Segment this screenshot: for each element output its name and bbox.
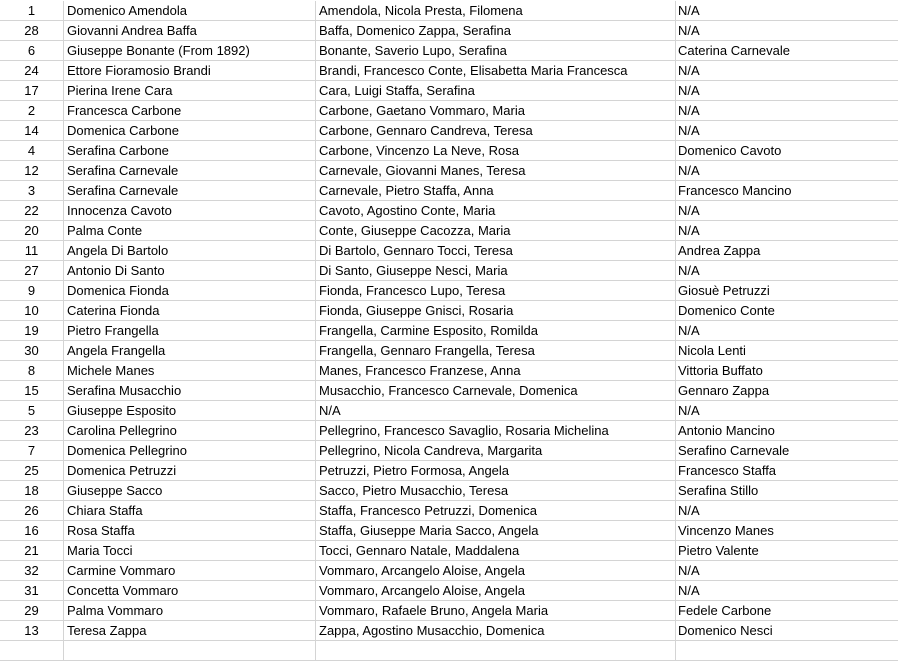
cell-name[interactable]: Giuseppe Bonante (From 1892) [64, 41, 316, 61]
cell-name[interactable]: Serafina Carnevale [64, 161, 316, 181]
cell-id[interactable] [0, 641, 64, 661]
cell-name[interactable]: Ettore Fioramosio Brandi [64, 61, 316, 81]
cell-parents[interactable]: Baffa, Domenico Zappa, Serafina [316, 21, 676, 41]
table-row [0, 101, 898, 121]
cell-name[interactable]: Angela Di Bartolo [64, 241, 316, 261]
cell-parents[interactable]: Carnevale, Pietro Staffa, Anna [316, 181, 676, 201]
cell-name[interactable]: Antonio Di Santo [64, 261, 316, 281]
table-row [0, 381, 898, 401]
table-row [0, 581, 898, 601]
cell-parents[interactable] [316, 641, 676, 661]
cell-parents[interactable]: Di Bartolo, Gennaro Tocci, Teresa [316, 241, 676, 261]
table-row [0, 81, 898, 101]
cell-name[interactable]: Innocenza Cavoto [64, 201, 316, 221]
table-row [0, 641, 898, 661]
cell-spouse[interactable]: Serafina Stillo [676, 481, 898, 501]
table-row [0, 521, 898, 541]
cell-name[interactable]: Domenico Amendola [64, 1, 316, 21]
cell-parents[interactable]: Frangella, Carmine Esposito, Romilda [316, 321, 676, 341]
table-row [0, 601, 898, 621]
cell-id[interactable]: 21 [0, 541, 64, 561]
cell-name[interactable]: Concetta Vommaro [64, 581, 316, 601]
cell-id[interactable]: 3 [0, 181, 64, 201]
cell-id[interactable]: 15 [0, 381, 64, 401]
cell-id[interactable]: 4 [0, 141, 64, 161]
cell-spouse[interactable]: N/A [676, 501, 898, 521]
table-row [0, 21, 898, 41]
cell-spouse[interactable]: Andrea Zappa [676, 241, 898, 261]
cell-name[interactable]: Giovanni Andrea Baffa [64, 21, 316, 41]
table-row [0, 361, 898, 381]
cell-name[interactable]: Rosa Staffa [64, 521, 316, 541]
cell-name[interactable]: Chiara Staffa [64, 501, 316, 521]
cell-id[interactable]: 14 [0, 121, 64, 141]
cell-spouse[interactable]: N/A [676, 221, 898, 241]
cell-spouse[interactable]: N/A [676, 321, 898, 341]
cell-spouse[interactable]: Pietro Valente [676, 541, 898, 561]
cell-name[interactable]: Domenica Fionda [64, 281, 316, 301]
cell-parents[interactable]: Pellegrino, Francesco Savaglio, Rosaria Michelina [316, 421, 676, 441]
table-row [0, 461, 898, 481]
cell-parents[interactable]: Sacco, Pietro Musacchio, Teresa [316, 481, 676, 501]
cell-spouse[interactable]: N/A [676, 21, 898, 41]
cell-spouse[interactable]: N/A [676, 261, 898, 281]
cell-spouse[interactable]: Gennaro Zappa [676, 381, 898, 401]
cell-id[interactable]: 17 [0, 81, 64, 101]
cell-spouse[interactable]: Domenico Cavoto [676, 141, 898, 161]
table-row [0, 241, 898, 261]
table-row [0, 481, 898, 501]
cell-parents[interactable]: Pellegrino, Nicola Candreva, Margarita [316, 441, 676, 461]
cell-name[interactable]: Palma Vommaro [64, 601, 316, 621]
table-row [0, 261, 898, 281]
cell-name[interactable]: Teresa Zappa [64, 621, 316, 641]
table-row [0, 161, 898, 181]
cell-parents[interactable]: Frangella, Gennaro Frangella, Teresa [316, 341, 676, 361]
cell-parents[interactable]: Manes, Francesco Franzese, Anna [316, 361, 676, 381]
cell-name[interactable]: Carolina Pellegrino [64, 421, 316, 441]
cell-parents[interactable]: Cara, Luigi Staffa, Serafina [316, 81, 676, 101]
table-row [0, 541, 898, 561]
table-row [0, 1, 898, 21]
cell-spouse[interactable]: N/A [676, 1, 898, 21]
cell-spouse[interactable]: Nicola Lenti [676, 341, 898, 361]
cell-name[interactable]: Domenica Pellegrino [64, 441, 316, 461]
table-row [0, 341, 898, 361]
cell-name[interactable]: Maria Tocci [64, 541, 316, 561]
cell-parents[interactable]: Conte, Giuseppe Cacozza, Maria [316, 221, 676, 241]
table-row [0, 141, 898, 161]
cell-spouse[interactable]: N/A [676, 561, 898, 581]
table-row [0, 61, 898, 81]
cell-parents[interactable]: Vommaro, Rafaele Bruno, Angela Maria [316, 601, 676, 621]
cell-spouse[interactable]: Domenico Conte [676, 301, 898, 321]
cell-name[interactable]: Caterina Fionda [64, 301, 316, 321]
cell-parents[interactable]: Carbone, Gaetano Vommaro, Maria [316, 101, 676, 121]
cell-parents[interactable]: Musacchio, Francesco Carnevale, Domenica [316, 381, 676, 401]
cell-spouse[interactable]: Vittoria Buffato [676, 361, 898, 381]
cell-id[interactable]: 23 [0, 421, 64, 441]
cell-spouse[interactable]: Antonio Mancino [676, 421, 898, 441]
cell-parents[interactable]: Brandi, Francesco Conte, Elisabetta Maria Francesca [316, 61, 676, 81]
table-row [0, 301, 898, 321]
cell-parents[interactable]: Petruzzi, Pietro Formosa, Angela [316, 461, 676, 481]
cell-name[interactable]: Domenica Petruzzi [64, 461, 316, 481]
cell-id[interactable]: 6 [0, 41, 64, 61]
cell-name[interactable]: Pierina Irene Cara [64, 81, 316, 101]
cell-id[interactable]: 12 [0, 161, 64, 181]
cell-name[interactable]: Giuseppe Esposito [64, 401, 316, 421]
cell-id[interactable]: 24 [0, 61, 64, 81]
cell-id[interactable]: 26 [0, 501, 64, 521]
cell-name[interactable]: Giuseppe Sacco [64, 481, 316, 501]
cell-id[interactable]: 30 [0, 341, 64, 361]
cell-spouse[interactable]: Fedele Carbone [676, 601, 898, 621]
cell-spouse[interactable]: N/A [676, 401, 898, 421]
table-row [0, 561, 898, 581]
cell-id[interactable]: 8 [0, 361, 64, 381]
cell-spouse[interactable]: N/A [676, 101, 898, 121]
cell-id[interactable]: 27 [0, 261, 64, 281]
cell-name[interactable] [64, 641, 316, 661]
cell-parents[interactable]: Fionda, Francesco Lupo, Teresa [316, 281, 676, 301]
cell-parents[interactable]: Fionda, Giuseppe Gnisci, Rosaria [316, 301, 676, 321]
table-row [0, 321, 898, 341]
table-row [0, 41, 898, 61]
cell-name[interactable]: Michele Manes [64, 361, 316, 381]
table-row [0, 401, 898, 421]
cell-id[interactable]: 2 [0, 101, 64, 121]
cell-name[interactable]: Pietro Frangella [64, 321, 316, 341]
cell-parents[interactable]: Staffa, Giuseppe Maria Sacco, Angela [316, 521, 676, 541]
cell-id[interactable]: 31 [0, 581, 64, 601]
cell-id[interactable]: 13 [0, 621, 64, 641]
cell-parents[interactable]: Tocci, Gennaro Natale, Maddalena [316, 541, 676, 561]
table-row [0, 441, 898, 461]
cell-id[interactable]: 7 [0, 441, 64, 461]
cell-parents[interactable]: Bonante, Saverio Lupo, Serafina [316, 41, 676, 61]
cell-spouse[interactable]: Vincenzo Manes [676, 521, 898, 541]
cell-spouse[interactable]: Caterina Carnevale [676, 41, 898, 61]
cell-name[interactable]: Angela Frangella [64, 341, 316, 361]
cell-parents[interactable]: Cavoto, Agostino Conte, Maria [316, 201, 676, 221]
cell-spouse[interactable]: Francesco Mancino [676, 181, 898, 201]
cell-id[interactable]: 29 [0, 601, 64, 621]
cell-parents[interactable]: Vommaro, Arcangelo Aloise, Angela [316, 581, 676, 601]
cell-parents[interactable]: Vommaro, Arcangelo Aloise, Angela [316, 561, 676, 581]
table-row [0, 621, 898, 641]
cell-spouse[interactable]: N/A [676, 201, 898, 221]
cell-id[interactable]: 32 [0, 561, 64, 581]
cell-name[interactable]: Serafina Carbone [64, 141, 316, 161]
cell-id[interactable]: 16 [0, 521, 64, 541]
cell-id[interactable]: 22 [0, 201, 64, 221]
cell-id[interactable]: 10 [0, 301, 64, 321]
cell-parents[interactable]: Carnevale, Giovanni Manes, Teresa [316, 161, 676, 181]
cell-parents[interactable]: Carbone, Vincenzo La Neve, Rosa [316, 141, 676, 161]
cell-spouse[interactable]: Domenico Nesci [676, 621, 898, 641]
cell-spouse[interactable]: Francesco Staffa [676, 461, 898, 481]
cell-parents[interactable]: Staffa, Francesco Petruzzi, Domenica [316, 501, 676, 521]
cell-parents[interactable]: Carbone, Gennaro Candreva, Teresa [316, 121, 676, 141]
cell-spouse[interactable]: Giosuè Petruzzi [676, 281, 898, 301]
cell-id[interactable]: 28 [0, 21, 64, 41]
table-row [0, 221, 898, 241]
cell-name[interactable]: Domenica Carbone [64, 121, 316, 141]
table-row [0, 421, 898, 441]
cell-parents[interactable]: Zappa, Agostino Musacchio, Domenica [316, 621, 676, 641]
cell-name[interactable]: Palma Conte [64, 221, 316, 241]
cell-name[interactable]: Carmine Vommaro [64, 561, 316, 581]
table-row [0, 201, 898, 221]
table-row [0, 281, 898, 301]
cell-id[interactable]: 5 [0, 401, 64, 421]
cell-parents[interactable]: N/A [316, 401, 676, 421]
cell-parents[interactable]: Di Santo, Giuseppe Nesci, Maria [316, 261, 676, 281]
cell-id[interactable]: 11 [0, 241, 64, 261]
table-row [0, 501, 898, 521]
table-row [0, 181, 898, 201]
table-row [0, 121, 898, 141]
cell-parents[interactable]: Amendola, Nicola Presta, Filomena [316, 1, 676, 21]
cell-id[interactable]: 9 [0, 281, 64, 301]
cell-id[interactable]: 1 [0, 1, 64, 21]
cell-spouse[interactable]: N/A [676, 121, 898, 141]
cell-name[interactable]: Serafina Musacchio [64, 381, 316, 401]
cell-id[interactable]: 18 [0, 481, 64, 501]
cell-spouse[interactable]: Serafino Carnevale [676, 441, 898, 461]
cell-spouse[interactable]: N/A [676, 161, 898, 181]
cell-spouse[interactable]: N/A [676, 581, 898, 601]
cell-name[interactable]: Serafina Carnevale [64, 181, 316, 201]
cell-spouse[interactable] [676, 641, 898, 661]
cell-id[interactable]: 19 [0, 321, 64, 341]
cell-name[interactable]: Francesca Carbone [64, 101, 316, 121]
cell-id[interactable]: 25 [0, 461, 64, 481]
cell-spouse[interactable]: N/A [676, 81, 898, 101]
cell-spouse[interactable]: N/A [676, 61, 898, 81]
cell-id[interactable]: 20 [0, 221, 64, 241]
